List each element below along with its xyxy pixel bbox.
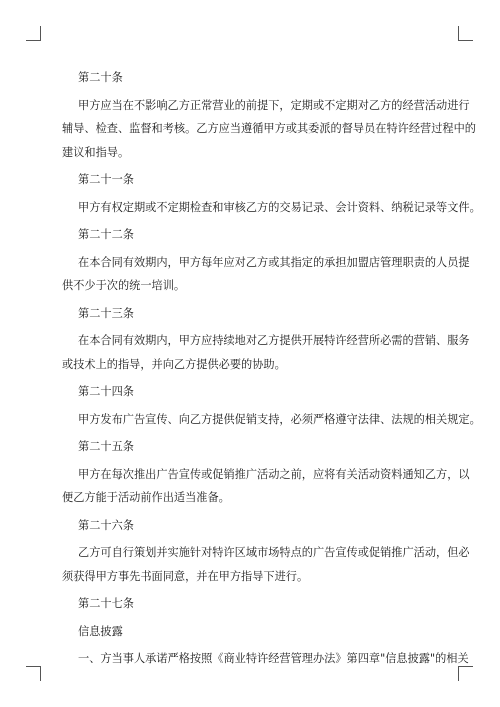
article-paragraph [62,94,476,165]
article-heading: 第二十三条 [78,306,134,320]
paragraph-line: 辅导、检查、监督和考核。乙方应当遵循甲方或其委派的督导员在特许经营过程中的 [62,122,476,135]
paragraph-line: 甲方有权定期或不定期检查和审核乙方的交易记录、会计资料、纳税记录等文件。 [78,200,481,214]
paragraph-line: 在本合同有效期内，甲方每年应对乙方或其指定的承担加盟店管理职责的人员提 [78,255,470,269]
article-paragraph [62,408,481,432]
paragraph-line: 甲方应当在不影响乙方正常营业的前提下，定期或不定期对乙方的经营活动进行 [78,98,470,112]
paragraph-line: 须获得甲方事先书面同意，并在甲方指导下进行。 [62,569,309,583]
crop-mark-bottom-left [26,666,41,681]
paragraph-line: 建议和指导。 [62,145,130,159]
paragraph-line: 一、方当事人承诺严格按照《商业特许经营管理办法》第四章"信息披露"的相关 [78,652,469,665]
article-paragraph [62,329,470,376]
article-heading: 第二十一条 [78,173,134,186]
article-paragraph [62,463,470,510]
paragraph-line: 甲方发布广告宣传、向乙方提供促销支持，必须严格遵守法律、法规的相关规定。 [78,412,481,426]
article-heading: 第二十七条 [78,597,134,610]
article-paragraph [62,541,470,588]
article-heading: 第二十四条 [78,385,134,398]
paragraph-line: 或技术上的指导，并向乙方提供必要的协助。 [62,357,286,371]
paragraph-line: 甲方在每次推出广告宣传或促销推广活动之前，应将有关活动资料通知乙方，以 [78,467,470,481]
article-heading: 第二十条 [78,71,123,84]
article-heading: 第二十二条 [78,228,134,241]
paragraph-line: 乙方可自行策划并实施针对特许区域市场特点的广告宣传或促销推广活动，但必 [78,546,470,559]
crop-mark-top-right [458,26,473,41]
paragraph-line: 供不少于次的统一培训。 [62,279,186,292]
article-paragraph [62,196,481,220]
crop-mark-top-left [26,26,41,41]
paragraph-line: 在本合同有效期内，甲方应持续地对乙方提供开展特许经营所必需的营销、服务 [78,334,470,347]
paragraph-line: 便乙方能于活动前作出适当准备。 [62,491,230,504]
article-heading: 信息披露 [78,624,123,638]
article-paragraph [62,647,469,671]
article-heading: 第二十六条 [78,518,134,532]
document-body [62,66,481,675]
article-paragraph [62,251,470,298]
article-heading: 第二十五条 [78,440,134,453]
